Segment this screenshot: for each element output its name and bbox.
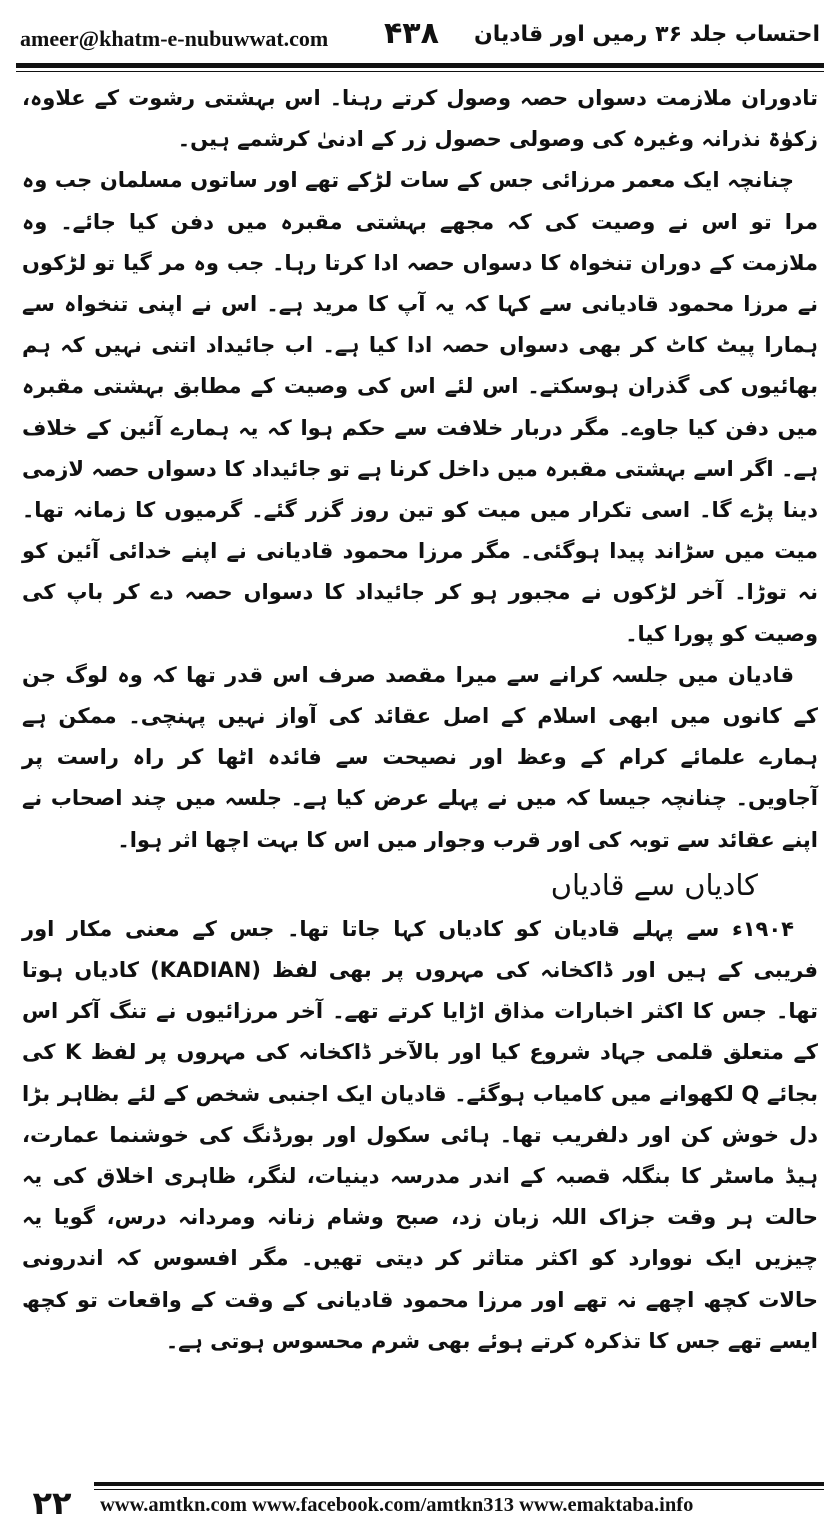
header-rule-thick bbox=[16, 63, 824, 68]
header-rule-thin bbox=[16, 71, 824, 72]
page-footer bbox=[16, 1480, 824, 1530]
footer-rule-thin bbox=[94, 1489, 824, 1490]
page-body bbox=[22, 78, 818, 1362]
header-email: ameer@khatm-e-nubuwwat.com bbox=[20, 26, 329, 51]
header-running-title: احتساب جلد ۳۶ رمیں اور قادیان bbox=[473, 22, 820, 47]
body-paragraph-3: قادیان میں جلسہ کرانے سے میرا مقصد صرف اس قدر تھا کہ وہ لوگ جن کے کانوں میں ابھی اسلام کے اصل عقائد کی آواز نہیں پہنچی۔ ممکن ہے ہمارے علمائے کرام کے وعظ اور نصیحت سے فائدہ اٹھا کر راہ راست پر آجاویں۔ چنانچہ جیسا کہ میں نے پہلے عرض کیا ہے۔ جلسہ میں چند اصحاب نے اپنے عقائد سے توبہ کی اور قرب وجوار میں اس کا بہت اچھا اثر ہوا۔ bbox=[22, 662, 818, 852]
header-page-number: ۴۳۸ bbox=[384, 16, 439, 51]
footer-page-number: ۲۲ bbox=[32, 1484, 72, 1522]
footer-links: www.amtkn.com www.facebook.com/amtkn313 www.emaktaba.info bbox=[100, 1494, 694, 1516]
footer-rule-thick bbox=[94, 1482, 824, 1486]
body-paragraph-2: چنانچہ ایک معمر مرزائی جس کے سات لڑکے تھے اور ساتوں مسلمان جب وہ مرا تو اس نے وصیت کی کہ مجھے بہشتی مقبرہ میں دفن کیا جائے۔ وہ ملازمت کے دوران تنخواہ کا دسواں حصہ ادا کرتا رہا۔ جب وہ مر گیا تو لڑکوں نے مرزا محمود قادیانی سے کہا کہ یہ آپ کا مرید ہے۔ اس نے اپنی تنخواہ سے ہمارا پیٹ کاٹ کر بھی دسواں حصہ ادا کیا ہے۔ اب جائیداد اتنی نہیں کہ ہم بھائیوں کی گذران ہوسکتے۔ اس لئے اس کی وصیت کے مطابق بہشتی مقبرہ میں دفن کیا جاوے۔ مگر دربار خلافت سے حکم ہوا کہ یہ ہمارے آئین کے خلاف ہے۔ اگر اسے بہشتی مقبرہ میں داخل کرنا ہے تو جائیداد کا دسواں حصہ لازمی دینا پڑے گا۔ اسی تکرار میں میت کو تین روز گزر گئے۔ گرمیوں کا زمانہ تھا۔ میت میں سڑاند پیدا ہوگئی۔ مگر مرزا محمود قادیانی نے اپنے خدائی آئین کو نہ توڑا۔ آخر لڑکوں نے مجبور ہو کر جائیداد کا دسواں حصہ دے کر باپ کی وصیت کو پورا کیا۔ bbox=[22, 168, 818, 646]
section-subheading: کادیاں سے قادیاں bbox=[550, 867, 758, 902]
body-paragraph-4: ۱۹۰۴ء سے پہلے قادیان کو کادیاں کہا جاتا تھا۔ جس کے معنی مکار اور فریبی کے ہیں اور ڈاکخانہ کی مہروں پر بھی لفظ (KADIAN) کادیاں ہوتا تھا۔ جس کا اکثر اخبارات مذاق اڑایا کرتے تھے۔ آخر مرزائیوں نے تنگ آکر اس کے متعلق قلمی جہاد شروع کیا اور بالآخر ڈاکخانہ کی مہروں پر لفظ K کی بجائے Q لکھوانے میں کامیاب ہوگئے۔ قادیان ایک اجنبی شخص کے لئے بظاہر بڑا دل خوش کن اور دلفریب تھا۔ ہائی سکول اور بورڈنگ کی خوشنما عمارت، ہیڈ ماسٹر کا بنگلہ قصبہ کے اندر مدرسہ دینیات، لنگر، ظاہری اخلاق کی یہ حالت ہر وقت جزاک اللہ زبان زد، صبح وشام زنانہ ومردانہ درس، گویا یہ چیزیں ایک نووارد کو اکثر متاثر کر دیتی تھیں۔ مگر افسوس کہ اندرونی حالات کچھ اچھے نہ تھے اور مرزا محمود قادیانی کے وقت کے واقعات تو کچھ ایسے تھے جس کا تذکرہ کرتے ہوئے بھی شرم محسوس ہوتی ہے۔ bbox=[22, 916, 818, 1353]
body-paragraph-1: تادوران ملازمت دسواں حصہ وصول کرتے رہنا۔ اس بہشتی رشوت کے علاوہ، زکوٰۃ نذرانہ وغیرہ کی وصولی حصول زر کے ادنیٰ کرشمے ہیں۔ bbox=[22, 86, 818, 152]
page-header bbox=[16, 12, 824, 60]
